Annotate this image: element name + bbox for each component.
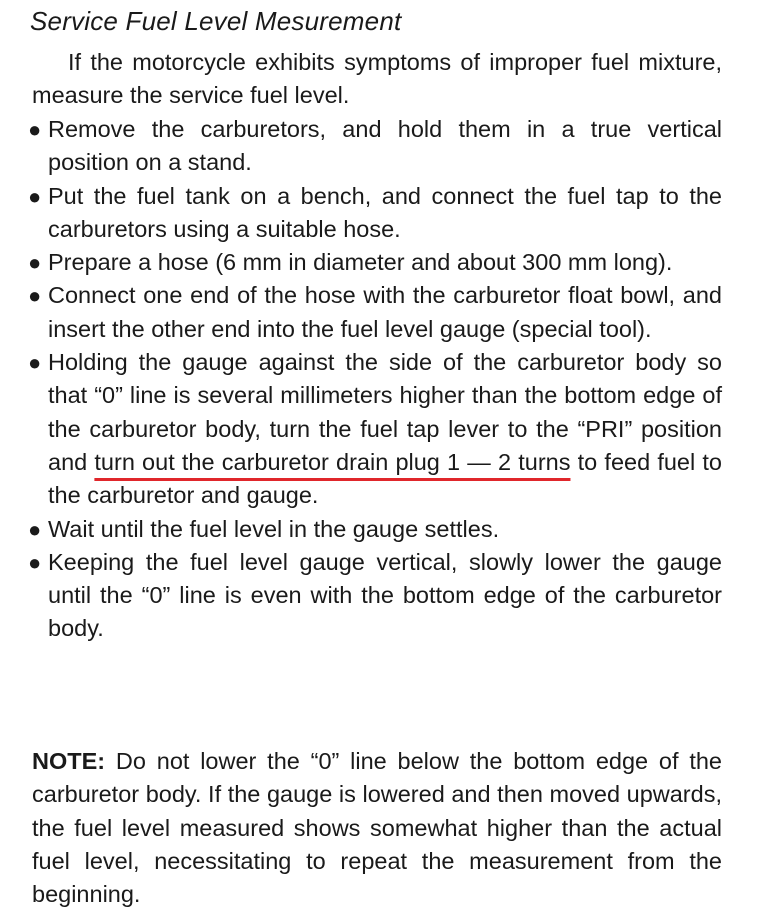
bullet-icon: ● bbox=[28, 350, 42, 376]
step-text: Connect one end of the hose with the carburetor float bowl, and insert the other end into the fuel level gauge (special tool). bbox=[48, 282, 722, 342]
step-text: Keeping the fuel level gauge vertical, slowly lower the gauge until the “0” line is even with the bottom edge of the carburetor body. bbox=[48, 548, 722, 642]
bullet-icon: ● bbox=[28, 516, 42, 542]
bullet-icon: ● bbox=[28, 283, 42, 309]
list-item bbox=[28, 546, 722, 646]
underlined-instruction: turn out the carburetor drain plug 1 — 2 turns bbox=[94, 448, 571, 475]
bullet-icon: ● bbox=[28, 250, 42, 276]
list-item bbox=[28, 279, 722, 346]
step-text: Put the fuel tank on a bench, and connect the fuel tap to the carburetors using a suitable hose. bbox=[48, 182, 722, 242]
step-text: Prepare a hose (6 mm in diameter and about 300 mm long). bbox=[48, 249, 673, 276]
list-item bbox=[28, 513, 722, 546]
step-text-after: to feed fuel to the carburetor and gauge. bbox=[48, 448, 722, 509]
note-text: Do not lower the “0” line below the bottom edge of the carburetor body. If the gauge is lowered and then moved upwards, the fuel level measured shows somewhat higher than the actual fuel level, necessitating to repeat the measurement from the beginning. bbox=[32, 748, 722, 908]
list-item bbox=[28, 113, 722, 180]
bullet-icon: ● bbox=[28, 183, 42, 209]
list-item bbox=[28, 246, 722, 279]
procedure-steps bbox=[28, 113, 722, 646]
note-paragraph bbox=[32, 745, 722, 911]
intro-paragraph: If the motorcycle exhibits symptoms of improper fuel mixture, measure the service fuel level. bbox=[32, 49, 722, 109]
list-item bbox=[28, 346, 722, 512]
step-text-before: Holding the gauge against the side of the carburetor body so that “0” line is several millimeters higher than the bottom edge of the carburetor body, turn the fuel tap lever to the “PRI” position and bbox=[48, 349, 722, 475]
note-label: NOTE: bbox=[32, 748, 106, 774]
bullet-icon: ● bbox=[28, 549, 42, 575]
step-text: Wait until the fuel level in the gauge settles. bbox=[48, 515, 500, 542]
step-text: Remove the carburetors, and hold them in a true vertical position on a stand. bbox=[48, 116, 722, 176]
list-item bbox=[28, 180, 722, 247]
bullet-icon: ● bbox=[28, 117, 42, 142]
section-title: Service Fuel Level Mesurement bbox=[30, 6, 402, 36]
